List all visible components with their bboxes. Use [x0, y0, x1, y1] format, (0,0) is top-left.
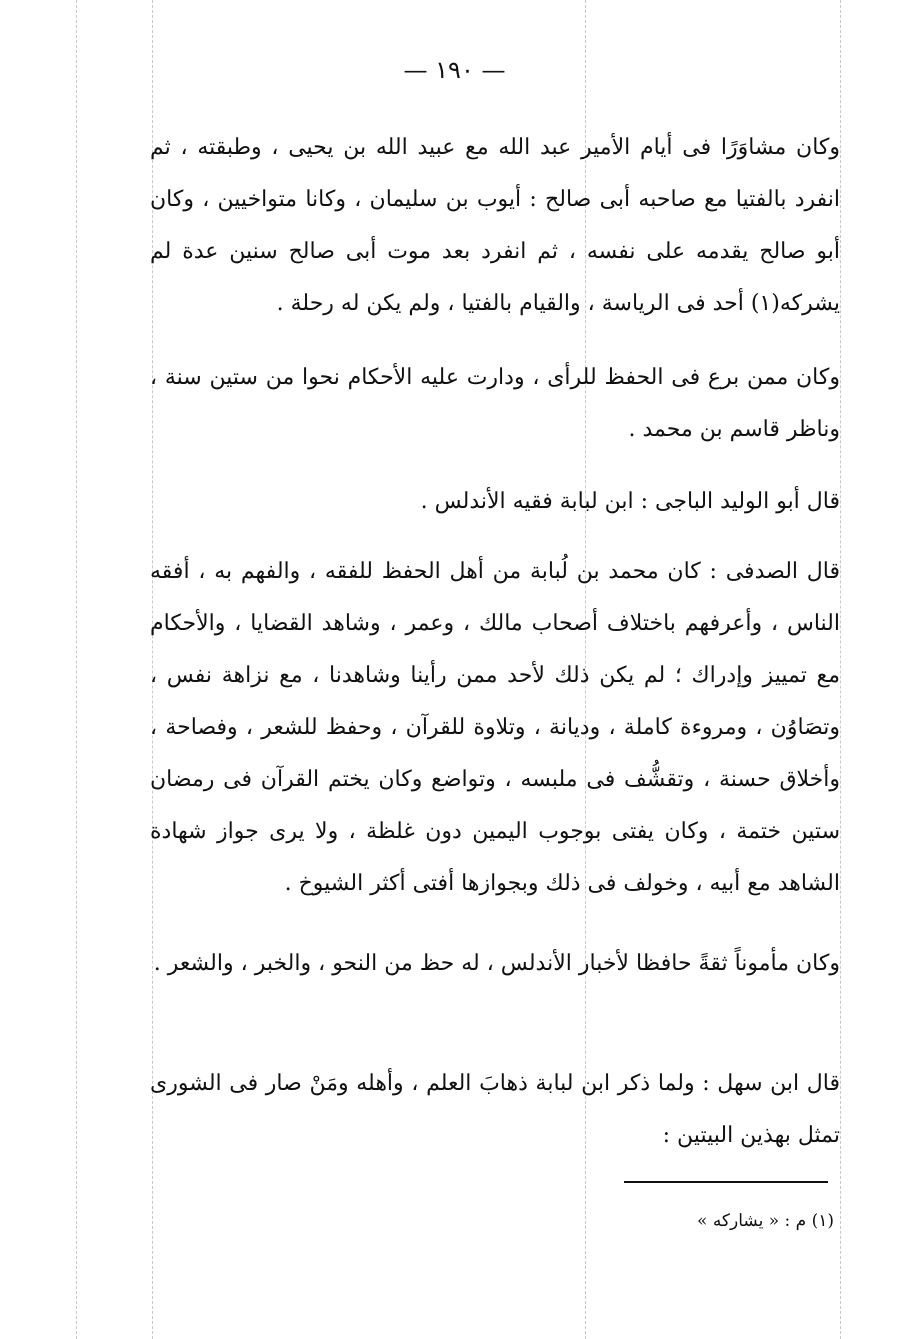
footnote-divider [624, 1181, 828, 1183]
paragraph: قال الصدفى : كان محمد بن لُبابة من أهل الحفظ للفقه ، والفهم به ، أفقه الناس ، وأعرفهم باختلاف أصحاب مالك ، وعمر ، وشاهد القضايا ، والأحكام مع تمييز وإدراك ؛ لم يكن ذلك لأحد ممن رأينا وشاهدنا ، مع نزاهة نفس ، وتصَاوُن ، ومروءة كاملة ، وديانة ، وتلاوة للقرآن ، وحفظ للشعر ، وفصاحة ، وأخلاق حسنة ، وتقشُّف فى ملبسه ، وتواضع وكان يختم القرآن فى رمضان ستين ختمة ، وكان يفتى بوجوب اليمين دون غلظة ، ولا يرى جواز شهادة الشاهد مع أبيه ، وخولف فى ذلك وبجوازها أفتى أكثر الشيوخ . [150, 559, 840, 896]
paragraph: قال أبو الوليد الباجى : ابن لبابة فقيه الأندلس . [420, 489, 840, 514]
page-number: — ١٩٠ — [403, 56, 506, 84]
paragraph: وكان مشاوَرًا فى أيام الأمير عبد الله مع عبيد الله بن يحيى ، وطبقته ، ثم انفرد بالفتيا مع صاحبه أبى صالح : أيوب بن سليمان ، وكانا متواخيين ، وكان أبو صالح يقدمه على نفسه ، ثم انفرد بعد موت أبى صالح سنين عدة لم يشركه(١) أحد فى الرياسة ، والقيام بالفتيا ، ولم يكن له رحلة . [150, 135, 840, 316]
paragraph: وكان ممن برع فى الحفظ للرأى ، ودارت عليه الأحكام نحوا من ستين سنة ، وناظر قاسم بن محمد . [150, 365, 840, 442]
footnote: (١) م : « يشاركه » [697, 1211, 834, 1231]
dashed-guide-line [76, 0, 77, 1339]
paragraph: قال ابن سهل : ولما ذكر ابن لبابة ذهابَ العلم ، وأهله ومَنْ صار فى الشورى تمثل بهذين البيتين : [150, 1071, 840, 1148]
paragraph: وكان مأموناً ثقةً حافظا لأخبار الأندلس ، له حظ من النحو ، والخبر ، والشعر . [153, 951, 840, 976]
dashed-guide-line [840, 0, 841, 1339]
